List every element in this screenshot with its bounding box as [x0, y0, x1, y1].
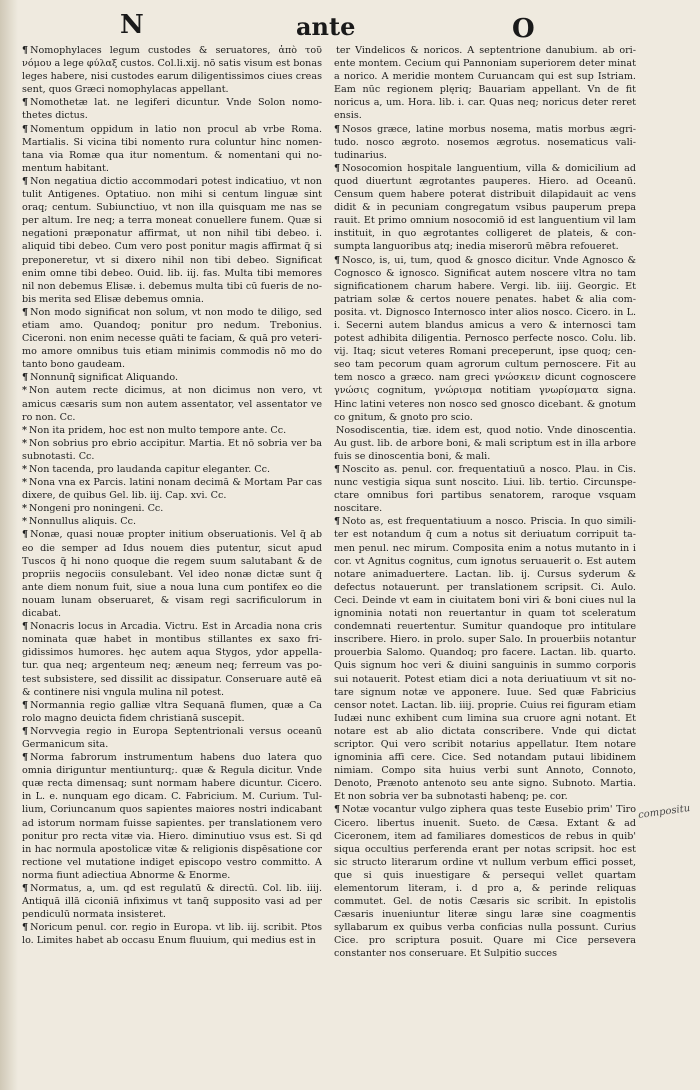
entry-text: Nonnullus aliquis. Cc. [29, 516, 137, 528]
paragraph-mark: * [22, 437, 28, 449]
entry-text: Nomophylaces legum custodes & seruatores, ἀπὸ τοῦ νόμου a lege φύλαξ custos. Col.li.xij. nō satis visum est bonas leges habere, nisi custodes earum diligentissimos ciues creas sent, quos Græci nomophylacas appellant. [22, 45, 322, 96]
paragraph-mark: ¶ [22, 123, 29, 135]
entry-text: Non sobrius pro ebrio accipitur. Martia. Et nō sobria ver ba subnotasti. Cc. [22, 437, 322, 462]
paragraph-mark: * [22, 424, 28, 436]
paragraph-mark: ¶ [334, 162, 341, 174]
entry-text: Non negatiua dictio accommodari potest indicatiuo, vt non tulit Antigenes. Optatiuo. non mihi si centum linguæ sint oraq; centum. Subiunctiuo, vt non illa quisquam me nas se per altum. Ire neq; a terra moneat conuellere funem. Quæ si negationi præponatur affirmat, ut non nihil tibi debeo. i. aliquid tibi debeo. Cum vero post ponitur magis affirmat q̃ si preponeretur, vt si dixero nihil non tibi debeo. Significat enim omne tibi debeo. Ouid. lib. iij. fas. Multa tibi memores nil non debemus Elisæ. i. debemus multa tibi cū fueris de no bis merita sed Elisæ debemus omnia. [22, 175, 322, 305]
paragraph-mark: ¶ [334, 804, 341, 816]
paragraph-mark: ¶ [22, 883, 29, 894]
dictionary-entry [334, 44, 636, 123]
dictionary-entry [22, 123, 322, 175]
entry-text: Nomentum oppidum in latio non procul ab vrbe Roma. Martialis. Si vicina tibi nomento rura coluntur hinc nomen tana via Romæ qua itur nomentum. & nomentani qui no mentum habitant. [22, 123, 322, 174]
dictionary-entry [22, 502, 322, 515]
paragraph-mark: ¶ [22, 752, 29, 764]
dictionary-entry [22, 515, 322, 528]
dictionary-entry [22, 725, 322, 751]
page-gutter-shadow [0, 0, 18, 1090]
entry-text: Nonacris locus in Arcadia. Victru. Est in Arcadia nona cris nominata quæ habet in montibus stillantes ex saxo fri gidissimos humores. hęc autem aqua Stygos, ydor appella tur. qua neq; argenteum neq; æneum neq; ferreum vas po test subsistere, sed dissilit ac dissipatur. Conseruare autē eā & continere nisi vngula mulina nil potest. [22, 621, 322, 698]
dictionary-entry [22, 437, 322, 463]
entry-text: Nonnunq̃ significat Aliquando. [30, 372, 179, 384]
dictionary-entry [22, 528, 322, 620]
paragraph-mark: ¶ [22, 372, 29, 384]
paragraph-mark: ¶ [22, 922, 29, 934]
paragraph-mark: ¶ [22, 699, 29, 711]
dictionary-entry [22, 424, 322, 437]
entry-text: Non modo significat non solum, vt non modo te diligo, sed etiam amo. Quandoq; ponitur pro nedum. Trebonius. Ciceroni. non enim necesse quāti te faciam, & quā pro veteri mo amore omnibus tuis etiam minimis commodis nō mo do tanto bono gaudeam. [22, 306, 322, 371]
entry-text: ter Vindelicos & noricos. A septentrione danubium. ab ori ente montem. Cecium qui Pannoniam superiorem deter minat a norico. A meridie montem Curuancam qui est sup Istriam. Eam nūc regionem plęriq; Bauariam appellant. Vn de fit noricus a, um. Hora. lib. i. car. Quas neq; noricus deter reret ensis. [334, 45, 636, 122]
entry-text: Norma fabrorum instrumentum habens duo latera quo omnia diriguntur mentiunturq;. quæ & Regula dicitur. Vnde quæ recta dimensaq; sunt normam habere dicuntur. Cicero. in L. e. nunquam ego dicam. C. Fabricium. M. Curium. Tul lium, Coriuncanum quos sapientes maiores nostri indicabant ad istorum normam fuisse sapientes. per translationem vero ponitur pro recta vitæ via. Hiero. diminutiuo vsus est. Si qd in hac normula apostolicæ vitæ & religionis dispēsatione cor rectione vel mutatione indiget episcopo vestro committo. A norma fiunt adiectiua Abnorme & Enorme. [22, 752, 322, 881]
dictionary-entry [334, 515, 636, 803]
dictionary-entry [22, 371, 322, 384]
entry-text: Normannia regio galliæ vltra Sequanā flumen, quæ a Ca rolo magno deuicta fidem christianā suscepit. [22, 699, 322, 724]
paragraph-mark: ¶ [22, 45, 29, 56]
entry-text: Notæ vocantur vulgo ziphera quas teste Eusebio prim' Tiro Cicero. libertus inuenit. Sueto. de Cæsa. Extant & ad Ciceronem, item ad familiares domesticos de rebus in quib' siqua occultius perferenda erant per notas scripsit. hoc est sic structo literarum ordine vt nullum verbum effici posset, que si quis inuestigare & persequi vellet quartam elementorum literam, i. d pro a, & perinde reliquas commutet. Gel. de notis Cæsaris sic scribit. In epistolis Cæsaris inueniuntur literæ singu laræ sine coagmentis syllabarum ex quibus verba conficias nulla possunt. Curius Cice. pro scriptura posuit. Quare mi Cice persevera constanter nos conseruare. Et Sulpitio succes [334, 804, 636, 960]
dictionary-entry [22, 751, 322, 882]
entry-text: Noto as, est frequentatiuum a nosco. Priscia. In quo simili ter est notandum q̃ cum a notus sit deriuatum corripuit ta men penul. nec mirum. Composita enim a notus mutanto in i cor. vt Agnitus cognitus, cum ignotus seruauerit o. Est autem notare animaduertere. Lactan. lib. ij. Cursus syderum & defectus notauerunt. per translationem scripsit. Ci. Aulo. Ceci. Deinde vt eam in ciuitatem boni viri & boni ciues nul la ignominia notati non reuertantur in quam tot sceleratum condemnati reuertentur. Sumitur quandoque pro intitulare inscribere. Hiero. in prolo. super Salo. In prouerbiis notantur prouerbia Salomo. Quandoq; pro facere. Lactan. lib. quarto. Quis signum hoc veri & diuini sanguinis in summo corporis sui notauerit. Potest etiam dici a nota deriuatiuum vt sit no tare signum notæ ve apponere. Iuue. Sed quæ Fabricius censor notet. Lactan. lib. iiij. proprie. Cuius rei figuram etiam Iudæi nunc exhibent cum limina sua cruore agni notant. Et notare est ab alio dictata conscribere. Vnde qui dictat scriptor. Qui vero scribit notarius appellatur. Item notare ignominia affi cere. Cice. Sed notandam putaui libidinem nimiam. Compo sita huius verbi sunt Annoto, Connoto, Denoto, Prænoto antenoto seu ante signo. Subnoto. Martia. Et non sobria ver ba subnotasti habenq; pe. cor. [334, 516, 636, 803]
paragraph-mark: ¶ [22, 529, 29, 541]
dictionary-entry [22, 699, 322, 725]
paragraph-mark: * [22, 464, 28, 475]
entry-text: Nona vna ex Parcis. latini nonam decimā & Mortam Par cas dixere, de quibus Gel. lib. iij. Cap. xvi. Cc. [22, 477, 322, 502]
dictionary-entry [334, 162, 636, 254]
paragraph-mark: * [22, 503, 28, 515]
handwritten-margin-note: compositu [637, 802, 691, 822]
entry-text: Nosocomion hospitale languentium, villa & domicilium ad quod diuertunt ægrotantes pauperes. Hiero. ad Oceanū. Censum quem habere poterat distribuit dilapidauit ac vens didit & in pecuniam congregatum vsibus pauperum prepa rauit. Et primo omnium nosocomiō id est languentium vil lam instituit, in quo ægrotantes colligeret de plateis, & con sumpta languoribus atq; inedia miserorū mēbra refoueret. [334, 162, 636, 253]
header-running-title: ante [296, 12, 356, 41]
paragraph-mark: * [22, 477, 28, 489]
entry-text: Nosos græce, latine morbus nosema, matis morbus ægri tudo. nosco ægroto. nosemos ægrotus. nosematicus vali tudinarius. [334, 123, 636, 161]
dictionary-entry [334, 123, 636, 162]
dictionary-entry [22, 882, 322, 921]
paragraph-mark: ¶ [22, 306, 29, 318]
left-text-column [22, 44, 322, 1054]
entry-text: Nomothetæ lat. ne legiferi dicuntur. Vnde Solon nomo thetes dictus. [22, 97, 322, 122]
dictionary-entry [22, 384, 322, 423]
dictionary-entry [22, 96, 322, 122]
dictionary-entry [22, 44, 322, 96]
right-text-column [334, 44, 636, 1054]
paragraph-mark: ¶ [334, 464, 341, 475]
entry-text: Nosodiscentia, tiæ. idem est, quod notio. Vnde dinoscentia. Au gust. lib. de arbore boni, & mali scriptum est in illa arbore fuis se dinoscentia boni, & mali. [334, 424, 636, 462]
entry-text: Norvvegia regio in Europa Septentrionali versus oceanū Germanicum sita. [22, 725, 322, 750]
paragraph-mark: ¶ [22, 97, 29, 109]
dictionary-entry [22, 175, 322, 306]
entry-text: Noscito as. penul. cor. frequentatiuū a nosco. Plau. in Cis. nunc vestigia siqua sunt noscito. Liui. lib. tertio. Circunspe ctare omnibus fori partibus senatorem, raroque vsquam noscitare. [334, 464, 636, 515]
dictionary-entry [22, 921, 322, 947]
entry-text: Non tacenda, pro laudanda capitur eleganter. Cc. [29, 464, 271, 475]
dictionary-entry [22, 476, 322, 502]
running-header [0, 10, 700, 46]
paragraph-mark: ¶ [334, 516, 341, 528]
paragraph-mark: ¶ [22, 175, 29, 187]
header-initial-right: O [512, 14, 535, 44]
paragraph-mark: ¶ [334, 123, 341, 135]
paragraph-mark: * [22, 516, 28, 528]
entry-text: Normatus, a, um. qd est regulatū & directū. Col. lib. iiij. Antiquā illā ciconiā infiximus vt tanq̃ supposito vasi ad per pendiculū normata insisteret. [22, 883, 322, 921]
entry-text: Noricum penul. cor. regio in Europa. vt lib. iij. scribit. Ptos lo. Limites habet ab occasu Enum fluuium, qui medius est in [22, 922, 322, 947]
paragraph-mark: ¶ [22, 725, 29, 737]
dictionary-entry [334, 254, 636, 424]
entry-text: Nonæ, quasi nouæ propter initium obseruationis. Vel q̃ ab eo die semper ad Idus nouem dies putentur, sicut apud Tuscos q̃ hi nono quoque die regem suum salutabant & de propriis negociis consulebant. Vel ideo nonæ dictæ sunt q̃ ante diem nonum fuit, siue a noua luna cum pontifex eo die nouam lunam obseruaret, & visam regi sacrificulorum in dicabat. [22, 529, 322, 620]
dictionary-entry [22, 463, 322, 476]
entry-text: Nosco, is, ui, tum, quod & gnosco dicitur. Vnde Agnosco & Cognosco & ignosco. Significat autem noscere vltra no tam significationem charum habere. Vergi. lib. iiij. Georgic. Et patriam solæ & certos nouere penates. habet & alia com posita. vt. Dignosco Internosco inter alios nosco. Cicero. in L. i. Secerni autem blandus amicus a vero & internosci tam potest adhibita diligentia. Pernosco perfecte nosco. Colu. lib. vij. Itaq; sicut veteres Romani preceperunt, ipse quoq; cen seo tam pecorum quam agrorum cultum pernoscere. Fit au tem nosco a græco. nam greci γνώσκειν dicunt cognoscere γνώσις cognitum, γνώρισμα notitiam γνωρίσματα signa. Hinc latini veteres non nosco sed gnosco dicebant. & gnotum co gnitum, & gnoto pro scio. [334, 254, 636, 423]
dictionary-entry [22, 306, 322, 371]
header-initial-left: N [120, 10, 143, 40]
dictionary-entry [334, 424, 636, 463]
dictionary-entry [334, 463, 636, 515]
dictionary-entry [22, 620, 322, 699]
paragraph-mark: ¶ [22, 621, 29, 633]
paragraph-mark: * [22, 385, 28, 397]
entry-text: Non autem recte dicimus, at non dicimus non vero, vt amicus cæsaris sum non autem assentator, vel assentator ve ro non. Cc. [22, 385, 322, 423]
paragraph-mark: ¶ [334, 254, 341, 266]
entry-text: Nongeni pro noningeni. Cc. [29, 503, 164, 515]
dictionary-entry [334, 803, 636, 960]
entry-text: Non ita pridem, hoc est non multo tempore ante. Cc. [29, 424, 287, 436]
